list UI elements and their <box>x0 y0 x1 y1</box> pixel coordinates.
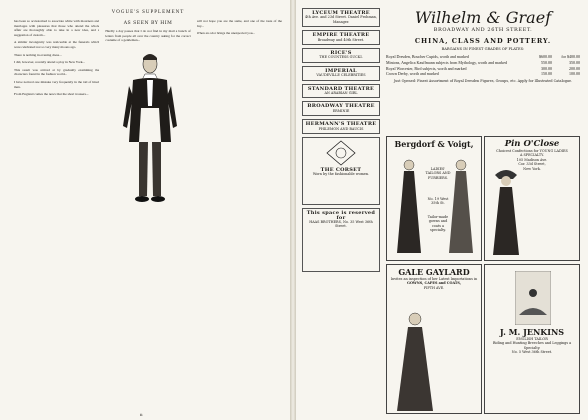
price-row: Mintons, Angelica Kauffmann subjects from Mythology, worth and marked 550.00 350.00 <box>386 59 580 65</box>
paragraph: This result was arrived at by gradually examining the characters found in the fashion world... <box>14 67 100 77</box>
theatre-ad: IMPERIAL VAUDEVILLE CELEBRITIES <box>302 66 380 81</box>
shop-banner: CHINA, CLASS AND POTTERY. <box>414 37 552 45</box>
lady-with-bonnet-illustration <box>489 167 523 257</box>
right-page <box>296 0 588 420</box>
ad-line: ENGLISH TAILOR <box>516 337 548 341</box>
price-row: Crown Derby, worth and marked 150.00 100.00 <box>386 71 580 77</box>
paragraph: A similar incongruity was noticeable at the funerals which were celebrated not so very many moons ago. <box>14 40 100 49</box>
column-3 <box>197 19 282 413</box>
ad-line: New York. <box>523 166 541 171</box>
ad-line: FIFTH AVE. <box>423 285 445 290</box>
ad-line: LADIES' TAILORS AND FURRIERS. <box>425 167 451 180</box>
ad-line: GOWNS, CAPES and COATS, <box>407 281 461 286</box>
column-1 <box>14 19 99 413</box>
column-2 <box>105 19 190 413</box>
ad-line: No. 5 West 36th Street. <box>511 350 553 355</box>
bergdorf-ad <box>386 136 482 261</box>
ad-name: GALE GAYLARD <box>398 267 470 277</box>
shop-address: BROADWAY AND 26TH STREET. <box>433 27 533 33</box>
wilhelm-graef-ad <box>386 8 580 84</box>
shop-footnote: Just Opened: Finest Assortment of Royal Dresden Figures, Groups, etc. Apply for Illustrated Catalogue. <box>393 79 573 84</box>
ad-line: Tailor-made gowns and coats a specialty. <box>427 215 449 233</box>
theatre-ad: BROADWAY THEATRE ERMINIE <box>302 101 380 116</box>
theatre-ads-column <box>302 8 380 414</box>
gown-illustration <box>395 309 435 413</box>
price-row: Royal Dresden, Boucher Cupids, worth and marked $600.00 for $400.00 <box>386 54 580 59</box>
ad-line: No. 19 West 35th St. <box>427 197 449 206</box>
lady-illustration <box>395 155 423 255</box>
jenkins-ad <box>484 264 580 414</box>
ad-line: Cor. 33d Street, <box>518 162 546 167</box>
paragraph: From England comes the news that the short trousers... <box>14 92 89 97</box>
ad-name: Bergdorf & Voigt, <box>394 139 474 149</box>
left-page <box>0 0 290 420</box>
theatre-ad: HERMANN'S THEATRE PHILEMON AND BAUCIS <box>302 119 380 134</box>
haas-ad: This space is reserved for HAAS BROTHERS, No. 35 West 36th Street. <box>302 208 380 272</box>
theatre-ad: RICE'S THE COUNTESS GUCKI. <box>302 48 380 63</box>
paragraph: I have noticed one mistake very frequently in the tail of hired men. <box>14 79 100 89</box>
paragraph: has been so accustomed to associate white with mourners and marriages with pleasures that those who attend the whole affair are thoroughly able to take in a new idea, and a suggestion of custom... <box>14 19 100 37</box>
ad-line: Choicest Confections for YOUNG LADIES <box>496 149 568 153</box>
ad-name: J. M. JENKINS <box>499 327 565 337</box>
paragraph: will not hope you are the same, and one of the taste of the day... <box>196 19 282 28</box>
section-title: AS SEEN BY HIM <box>123 21 173 26</box>
paragraph: When an odor brings the unexpected you... <box>196 31 255 36</box>
theatre-ad: EMPIRE THEATRE Broadway and 40th Street. <box>302 30 380 45</box>
ad-line: Invites an inspection of her Latest Importations in <box>390 277 478 281</box>
price-row: Royal Worcester, Bird subjects, worth and marked 300.00 200.00 <box>386 65 580 71</box>
gale-gaylard-ad <box>386 264 482 414</box>
gentleman-illustration <box>105 46 190 206</box>
ad-line: A SPECIALTY. <box>519 153 545 158</box>
theatre-ad: STANDARD THEATRE AN ARABIAN GIRL <box>302 84 380 99</box>
corset-ad: THE CORSET Worn by the fashionable women. <box>302 137 380 205</box>
page-number: ii <box>140 412 143 417</box>
corset-emblem-icon <box>326 140 356 166</box>
shop-name: Wilhelm & Graef <box>414 8 552 27</box>
paragraph: There is nothing in evening dress... <box>14 52 62 57</box>
paragraph: Hardly a day passes that I do not find in my mail a bunch of letters from people all over the country asking for the correct costume of a gentleman... <box>105 29 191 43</box>
ad-name: Pin O'Close <box>504 139 560 149</box>
running-head: VOGUE'S SUPPLEMENT <box>111 10 185 15</box>
confections-ad <box>484 136 580 261</box>
bargains-note: BARGAINS IN FINEST GRADES OF PLATES: <box>441 47 525 51</box>
theatre-ad: LYCEUM THEATRE 4th Ave. and 23d Street. Daniel Frohman, Manager. <box>302 8 380 27</box>
riders-illustration <box>515 271 551 325</box>
paragraph: I did, however, recently attend a play in New York... <box>14 60 85 65</box>
ad-line: Riding and Hunting Breeches and Leggings a Specialty. <box>492 341 572 350</box>
ad-line: 105 Madison Ave. <box>516 157 548 162</box>
